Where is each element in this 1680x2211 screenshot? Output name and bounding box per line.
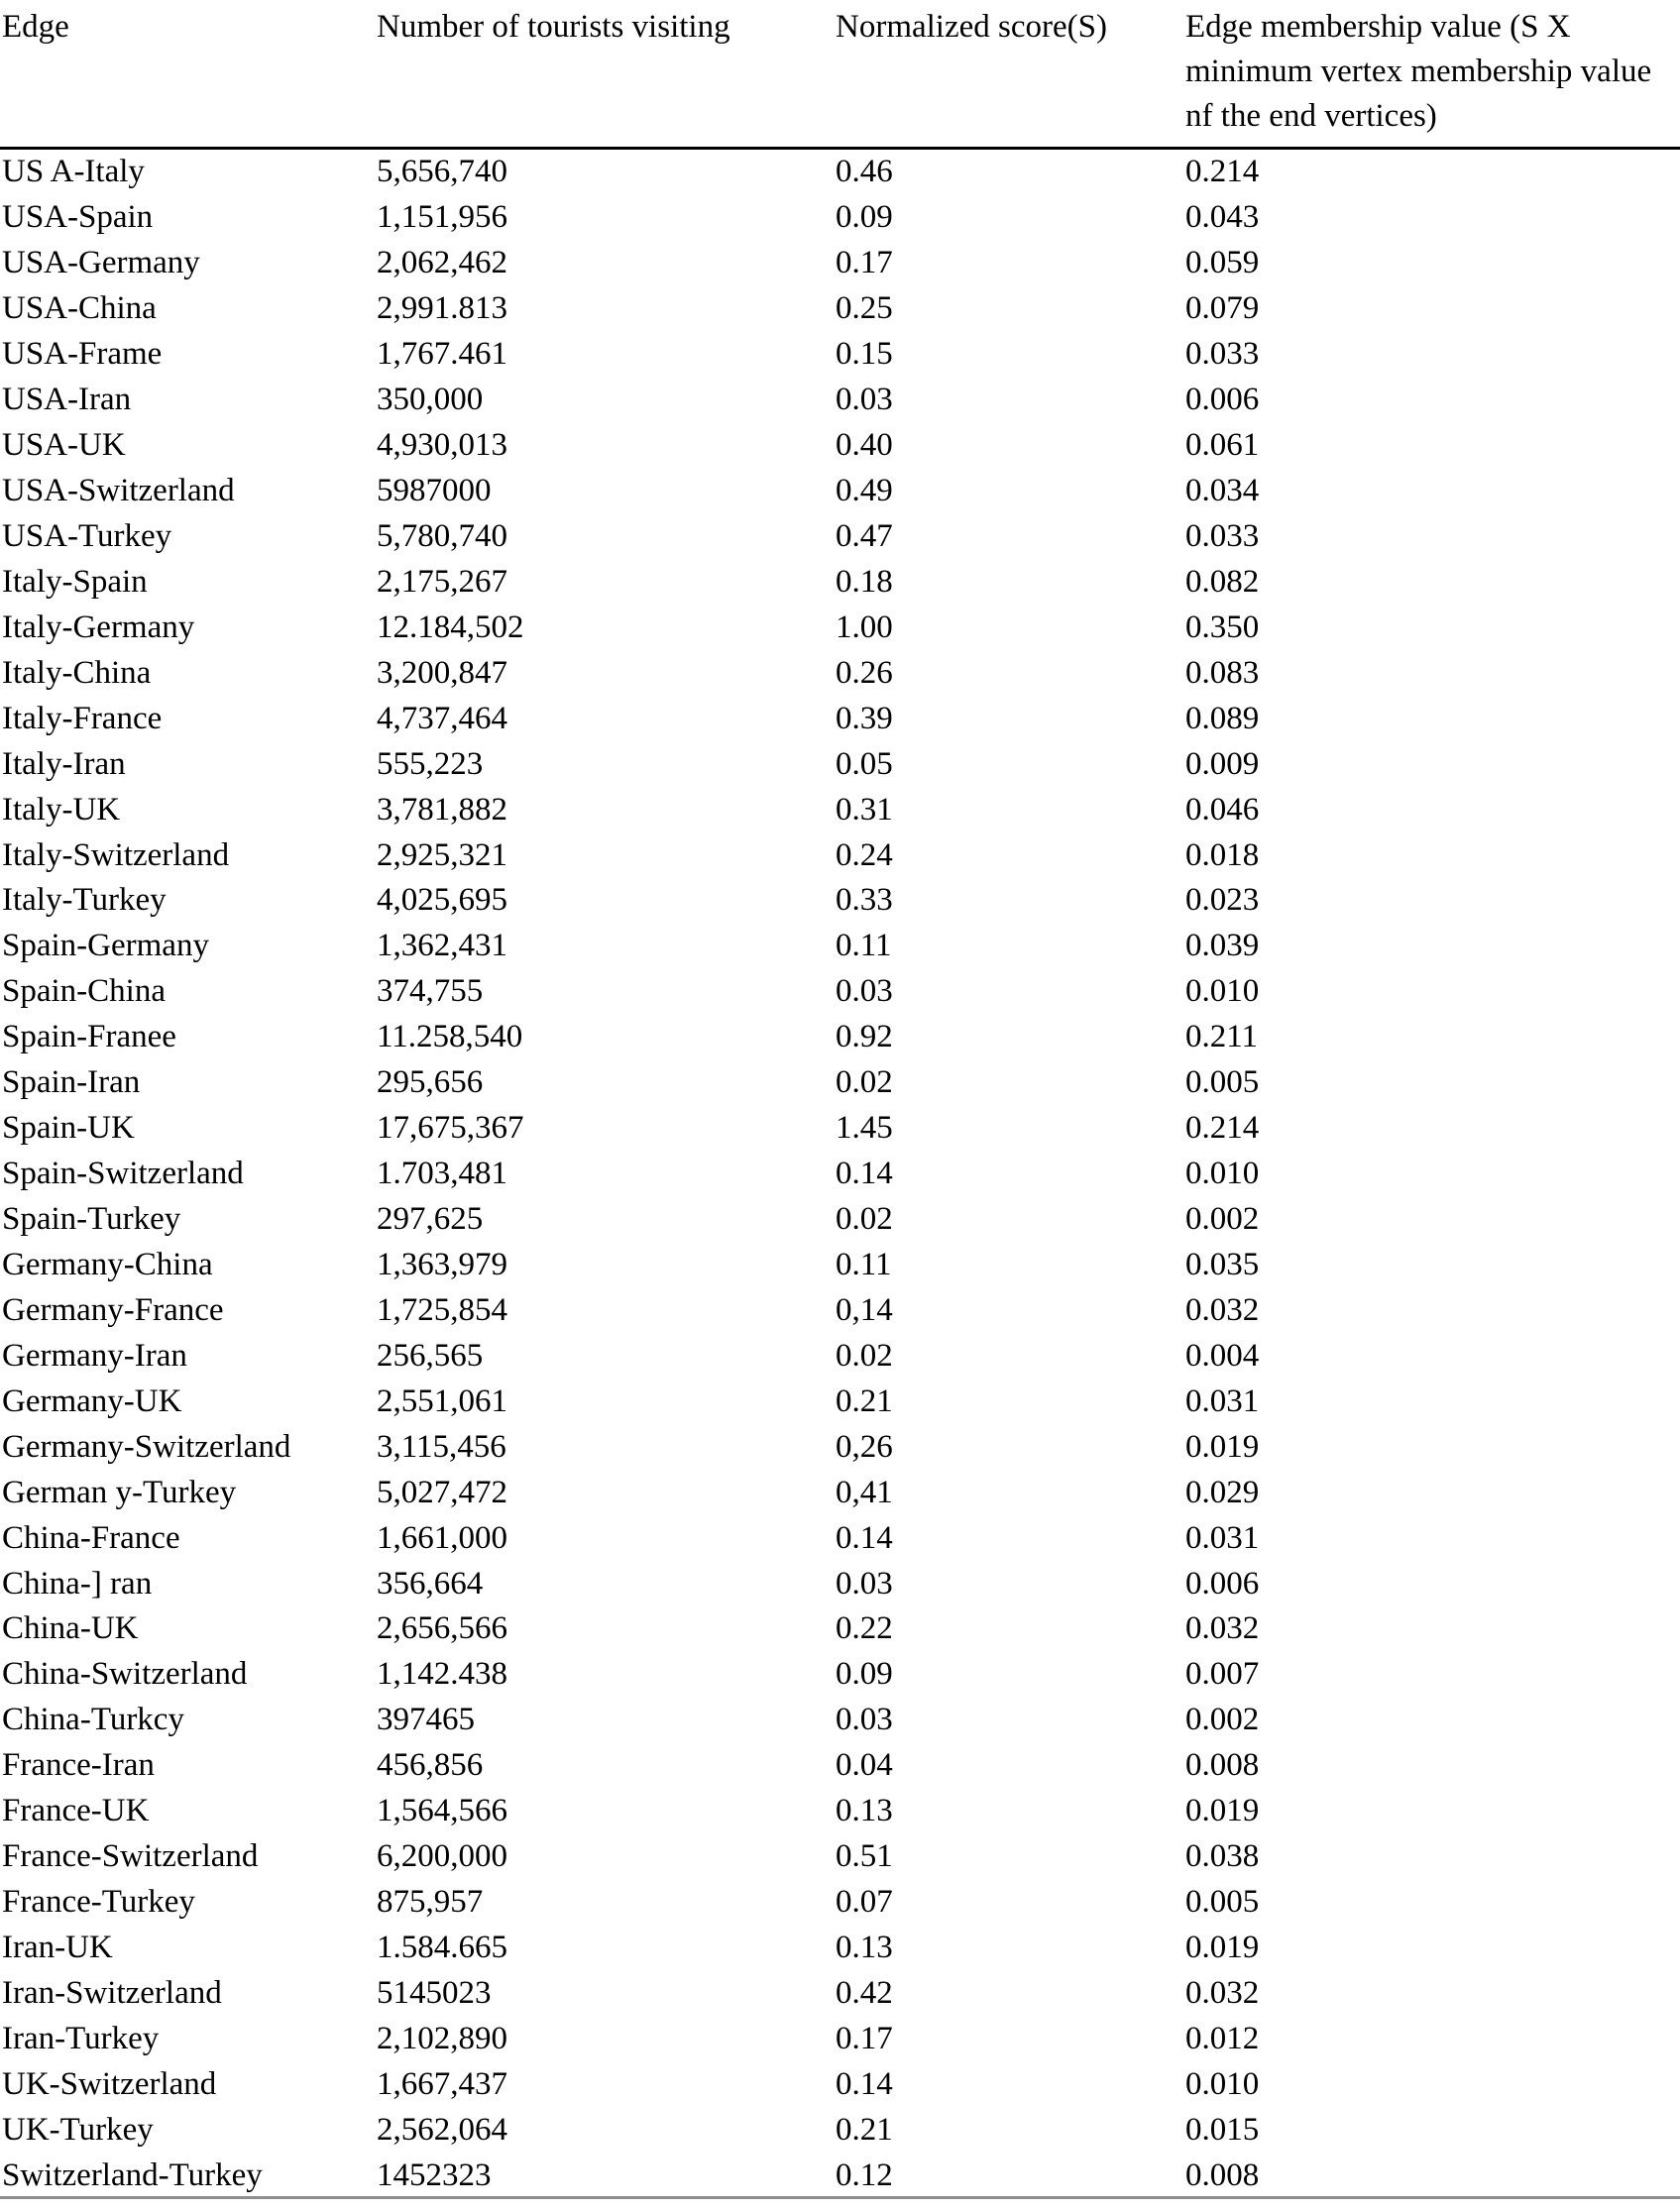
score-cell: 0.14 xyxy=(836,1519,893,1556)
membership-cell: 0.059 xyxy=(1185,245,1260,281)
table-row xyxy=(0,2061,1680,2107)
tourists-cell: 297,625 xyxy=(377,1201,484,1238)
tourists-cell: 5987000 xyxy=(377,473,492,509)
tourists-cell: 1,725,854 xyxy=(377,1291,507,1328)
tourists-cell: 555,223 xyxy=(377,745,484,782)
membership-cell: 0.002 xyxy=(1185,1702,1260,1738)
table-row xyxy=(0,332,1680,378)
score-cell: 0.14 xyxy=(836,1156,893,1192)
tourists-cell: 4,737,464 xyxy=(377,700,507,736)
table-row xyxy=(0,2107,1680,2153)
score-cell: 0.02 xyxy=(836,1201,893,1238)
edge-cell: USA-Spain xyxy=(2,199,154,236)
table-row xyxy=(0,1834,1680,1880)
membership-cell: 0.046 xyxy=(1185,791,1260,828)
table-row xyxy=(0,605,1680,650)
score-cell: 0.24 xyxy=(836,836,893,873)
tourists-cell: 2,991.813 xyxy=(377,290,507,327)
score-cell: 0.11 xyxy=(836,928,892,964)
edge-cell: Germany-France xyxy=(2,1291,224,1328)
membership-cell: 0.009 xyxy=(1185,745,1260,782)
tourists-cell: 3,115,456 xyxy=(377,1428,506,1465)
table-row xyxy=(0,1243,1680,1288)
membership-cell: 0.032 xyxy=(1185,1291,1260,1328)
score-cell: 0.09 xyxy=(836,199,893,236)
edge-cell: USA-Iran xyxy=(2,382,132,418)
table-row xyxy=(0,1424,1680,1470)
edge-cell: Switzerland-Turkey xyxy=(2,2156,263,2193)
tourists-cell: 1,363,979 xyxy=(377,1246,507,1282)
tourists-cell: 295,656 xyxy=(377,1064,484,1101)
table-row xyxy=(0,1060,1680,1106)
score-cell: 0.13 xyxy=(836,1793,893,1829)
edge-cell: Spain-China xyxy=(2,973,166,1010)
membership-cell: 0.019 xyxy=(1185,1793,1260,1829)
tourists-cell: 5,656,740 xyxy=(377,154,507,190)
tourists-cell: 2,102,890 xyxy=(377,2020,507,2056)
tourists-cell: 1,661,000 xyxy=(377,1519,507,1556)
edge-cell: Italy-Switzerland xyxy=(2,836,230,873)
table-row xyxy=(0,1880,1680,1926)
score-cell: 0.42 xyxy=(836,1974,893,2011)
edge-cell: France-UK xyxy=(2,1793,150,1829)
membership-cell: 0.005 xyxy=(1185,1884,1260,1921)
score-cell: 0.49 xyxy=(836,473,893,509)
score-cell: 0.12 xyxy=(836,2156,893,2193)
table-row xyxy=(0,1789,1680,1834)
membership-cell: 0.004 xyxy=(1185,1337,1260,1374)
membership-cell: 0.031 xyxy=(1185,1382,1260,1419)
edge-cell: Spain-Germany xyxy=(2,928,209,964)
table-row xyxy=(0,559,1680,605)
score-cell: 0.07 xyxy=(836,1884,893,1921)
edge-cell: Iran-UK xyxy=(2,1930,113,1966)
tourists-cell: 3,781,882 xyxy=(377,791,507,828)
tourists-cell: 2,551,061 xyxy=(377,1382,507,1419)
membership-cell: 0.211 xyxy=(1185,1019,1259,1055)
score-cell: 0.92 xyxy=(836,1019,893,1055)
tourists-cell: 2,925,321 xyxy=(377,836,507,873)
score-cell: 0.03 xyxy=(836,1702,893,1738)
edge-cell: Germany-Iran xyxy=(2,1337,187,1374)
score-cell: 0.03 xyxy=(836,1565,893,1602)
table-row xyxy=(0,650,1680,696)
score-cell: 0.04 xyxy=(836,1747,893,1784)
score-cell: 0.17 xyxy=(836,245,893,281)
tourists-cell: 1.584.665 xyxy=(377,1930,507,1966)
table-header-row xyxy=(0,0,1680,150)
score-cell: 0.02 xyxy=(836,1337,893,1374)
table-row xyxy=(0,1015,1680,1060)
membership-cell: 0.039 xyxy=(1185,928,1260,964)
table-row xyxy=(0,1606,1680,1652)
tourists-cell: 1,142.438 xyxy=(377,1656,507,1693)
table-row xyxy=(0,1379,1680,1424)
edge-cell: USA-China xyxy=(2,290,157,327)
table-row xyxy=(0,1926,1680,1971)
edge-cell: France-Turkey xyxy=(2,1884,195,1921)
score-cell: 0.31 xyxy=(836,791,893,828)
tourists-cell: 1,767.461 xyxy=(377,336,507,373)
edge-cell: Spain-Turkey xyxy=(2,1201,181,1238)
tourists-cell: 5,780,740 xyxy=(377,517,507,554)
membership-cell: 0.010 xyxy=(1185,2065,1260,2102)
score-cell: 0.05 xyxy=(836,745,893,782)
membership-cell: 0.019 xyxy=(1185,1428,1260,1465)
table-row xyxy=(0,1470,1680,1515)
score-cell: 0.21 xyxy=(836,1382,893,1419)
tourists-cell: 11.258,540 xyxy=(377,1019,523,1055)
table-row xyxy=(0,378,1680,423)
membership-cell: 0.029 xyxy=(1185,1474,1260,1510)
edge-cell: France-Switzerland xyxy=(2,1838,259,1875)
membership-cell: 0.032 xyxy=(1185,1974,1260,2011)
edge-cell: Spain-Iran xyxy=(2,1064,141,1101)
edge-cell: Italy-France xyxy=(2,700,163,736)
edge-cell: France-Iran xyxy=(2,1747,155,1784)
membership-cell: 0.012 xyxy=(1185,2020,1260,2056)
edge-cell: Iran-Switzerland xyxy=(2,1974,222,2011)
edge-cell: USA-Germany xyxy=(2,245,200,281)
table-row xyxy=(0,696,1680,741)
tourists-cell: 456,856 xyxy=(377,1747,484,1784)
table-row xyxy=(0,2153,1680,2198)
edge-cell: UK-Switzerland xyxy=(2,2065,217,2102)
edge-cell: China-UK xyxy=(2,1610,139,1647)
tourists-cell: 6,200,000 xyxy=(377,1838,507,1875)
table-row xyxy=(0,423,1680,469)
table-row xyxy=(0,1287,1680,1333)
score-cell: 0.02 xyxy=(836,1064,893,1101)
edge-cell: USA-Frame xyxy=(2,336,163,373)
edge-cell: China-France xyxy=(2,1519,180,1556)
membership-cell: 0.006 xyxy=(1185,1565,1260,1602)
table-row xyxy=(0,195,1680,241)
table-row xyxy=(0,469,1680,514)
membership-cell: 0.083 xyxy=(1185,654,1260,691)
tourists-cell: 2,656,566 xyxy=(377,1610,507,1647)
score-cell: 0,14 xyxy=(836,1291,893,1328)
edge-cell: Italy-Germany xyxy=(2,608,195,645)
membership-cell: 0.019 xyxy=(1185,1930,1260,1966)
edge-cell: Germany-UK xyxy=(2,1382,182,1419)
tourists-cell: 256,565 xyxy=(377,1337,484,1374)
table-row xyxy=(0,286,1680,332)
edge-cell: Italy-Iran xyxy=(2,745,126,782)
table-row xyxy=(0,1333,1680,1379)
score-cell: 0.13 xyxy=(836,1930,893,1966)
membership-cell: 0.079 xyxy=(1185,290,1260,327)
membership-cell: 0.015 xyxy=(1185,2111,1260,2148)
membership-cell: 0.082 xyxy=(1185,563,1260,600)
table-row xyxy=(0,1515,1680,1561)
edge-cell: USA-Turkey xyxy=(2,517,172,554)
membership-cell: 0.034 xyxy=(1185,473,1260,509)
tourists-cell: 5145023 xyxy=(377,1974,492,2011)
tourists-cell: 356,664 xyxy=(377,1565,484,1602)
membership-cell: 0.007 xyxy=(1185,1656,1260,1693)
score-cell: 0.14 xyxy=(836,2065,893,2102)
membership-cell: 0.010 xyxy=(1185,973,1260,1010)
column-header-tourists: Number of tourists visiting xyxy=(377,9,730,45)
tourists-cell: 12.184,502 xyxy=(377,608,524,645)
edge-cell: UK-Turkey xyxy=(2,2111,154,2148)
score-cell: 0.22 xyxy=(836,1610,893,1647)
table-row xyxy=(0,878,1680,924)
tourists-cell: 350,000 xyxy=(377,382,484,418)
score-cell: 0.03 xyxy=(836,382,893,418)
score-cell: 0.21 xyxy=(836,2111,893,2148)
tourists-cell: 2,562,064 xyxy=(377,2111,507,2148)
edge-cell: Spain-Switzerland xyxy=(2,1156,244,1192)
tourists-cell: 2,175,267 xyxy=(377,563,507,600)
tourists-cell: 1,362,431 xyxy=(377,928,507,964)
table-row xyxy=(0,1971,1680,2017)
membership-cell: 0.043 xyxy=(1185,199,1260,236)
score-cell: 1.45 xyxy=(836,1110,893,1147)
score-cell: 0.26 xyxy=(836,654,893,691)
score-cell: 0.09 xyxy=(836,1656,893,1693)
edge-cell: USA-UK xyxy=(2,427,126,464)
score-cell: 0.17 xyxy=(836,2020,893,2056)
membership-cell: 0.002 xyxy=(1185,1201,1260,1238)
membership-cell: 0.214 xyxy=(1185,1110,1260,1147)
edge-cell: Spain-Franee xyxy=(2,1019,176,1055)
edge-cell: Iran-Turkey xyxy=(2,2020,160,2056)
tourists-cell: 1,564,566 xyxy=(377,1793,507,1829)
score-cell: 0.47 xyxy=(836,517,893,554)
table-row xyxy=(0,1561,1680,1606)
table-row xyxy=(0,969,1680,1015)
membership-cell: 0.010 xyxy=(1185,1156,1260,1192)
membership-cell: 0.006 xyxy=(1185,382,1260,418)
table-row xyxy=(0,1698,1680,1743)
table-row xyxy=(0,150,1680,195)
edge-cell: US A-Italy xyxy=(2,154,145,190)
score-cell: 0.33 xyxy=(836,882,893,919)
table-row xyxy=(0,1652,1680,1698)
membership-cell: 0.035 xyxy=(1185,1246,1260,1282)
score-cell: 0.40 xyxy=(836,427,893,464)
edge-cell: Italy-UK xyxy=(2,791,121,828)
membership-cell: 0.033 xyxy=(1185,336,1260,373)
tourists-cell: 1.703,481 xyxy=(377,1156,507,1192)
table-body xyxy=(0,150,1680,2199)
edge-cell: Spain-UK xyxy=(2,1110,135,1147)
score-cell: 0.39 xyxy=(836,700,893,736)
table-row xyxy=(0,741,1680,787)
column-header-normalized-score: Normalized score(S) xyxy=(836,9,1107,45)
table-row xyxy=(0,1106,1680,1152)
table-row xyxy=(0,241,1680,286)
score-cell: 0.46 xyxy=(836,154,893,190)
tourists-cell: 1452323 xyxy=(377,2156,492,2193)
table-row xyxy=(0,1152,1680,1197)
tourists-cell: 374,755 xyxy=(377,973,484,1010)
tourists-cell: 4,930,013 xyxy=(377,427,507,464)
membership-cell: 0.089 xyxy=(1185,700,1260,736)
edge-cell: China-Switzerland xyxy=(2,1656,248,1693)
tourists-cell: 17,675,367 xyxy=(377,1110,524,1147)
table-row xyxy=(0,924,1680,969)
membership-cell: 0.061 xyxy=(1185,427,1260,464)
membership-cell: 0.008 xyxy=(1185,2156,1260,2193)
membership-cell: 0.032 xyxy=(1185,1610,1260,1647)
column-header-edge-membership-value: Edge membership value (S X minimum vertex membership value nf the end vertices) xyxy=(1185,9,1652,134)
table-row xyxy=(0,1743,1680,1789)
tourists-cell: 5,027,472 xyxy=(377,1474,507,1510)
table-row xyxy=(0,514,1680,560)
score-cell: 0,41 xyxy=(836,1474,893,1510)
tourists-cell: 2,062,462 xyxy=(377,245,507,281)
score-cell: 0.11 xyxy=(836,1246,892,1282)
tourists-cell: 1,151,956 xyxy=(377,199,507,236)
membership-cell: 0.031 xyxy=(1185,1519,1260,1556)
edge-cell: Italy-China xyxy=(2,654,152,691)
score-cell: 0.15 xyxy=(836,336,893,373)
tourists-cell: 4,025,695 xyxy=(377,882,507,919)
edge-cell: German y-Turkey xyxy=(2,1474,237,1510)
edge-cell: USA-Switzerland xyxy=(2,473,235,509)
score-cell: 1.00 xyxy=(836,608,893,645)
edge-cell: Germany-China xyxy=(2,1246,213,1282)
edge-cell: Germany-Switzerland xyxy=(2,1428,291,1465)
table-row xyxy=(0,1197,1680,1243)
score-cell: 0.25 xyxy=(836,290,893,327)
table-row xyxy=(0,787,1680,832)
tourists-cell: 1,667,437 xyxy=(377,2065,507,2102)
membership-cell: 0.033 xyxy=(1185,517,1260,554)
tourists-cell: 3,200,847 xyxy=(377,654,507,691)
membership-cell: 0.018 xyxy=(1185,836,1260,873)
table-row xyxy=(0,2016,1680,2061)
score-cell: 0.18 xyxy=(836,563,893,600)
membership-cell: 0.005 xyxy=(1185,1064,1260,1101)
edge-cell: Italy-Turkey xyxy=(2,882,167,919)
table-row xyxy=(0,832,1680,878)
column-header-edge: Edge xyxy=(2,9,69,45)
tourists-cell: 397465 xyxy=(377,1702,475,1738)
score-cell: 0.03 xyxy=(836,973,893,1010)
membership-cell: 0.038 xyxy=(1185,1838,1260,1875)
edge-cell: China-] ran xyxy=(2,1565,153,1602)
membership-cell: 0.008 xyxy=(1185,1747,1260,1784)
tourists-cell: 875,957 xyxy=(377,1884,484,1921)
score-cell: 0,26 xyxy=(836,1428,893,1465)
membership-cell: 0.214 xyxy=(1185,154,1260,190)
edge-cell: China-Turkcy xyxy=(2,1702,184,1738)
membership-cell: 0.023 xyxy=(1185,882,1260,919)
score-cell: 0.51 xyxy=(836,1838,893,1875)
membership-cell: 0.350 xyxy=(1185,608,1260,645)
edge-cell: Italy-Spain xyxy=(2,563,148,600)
